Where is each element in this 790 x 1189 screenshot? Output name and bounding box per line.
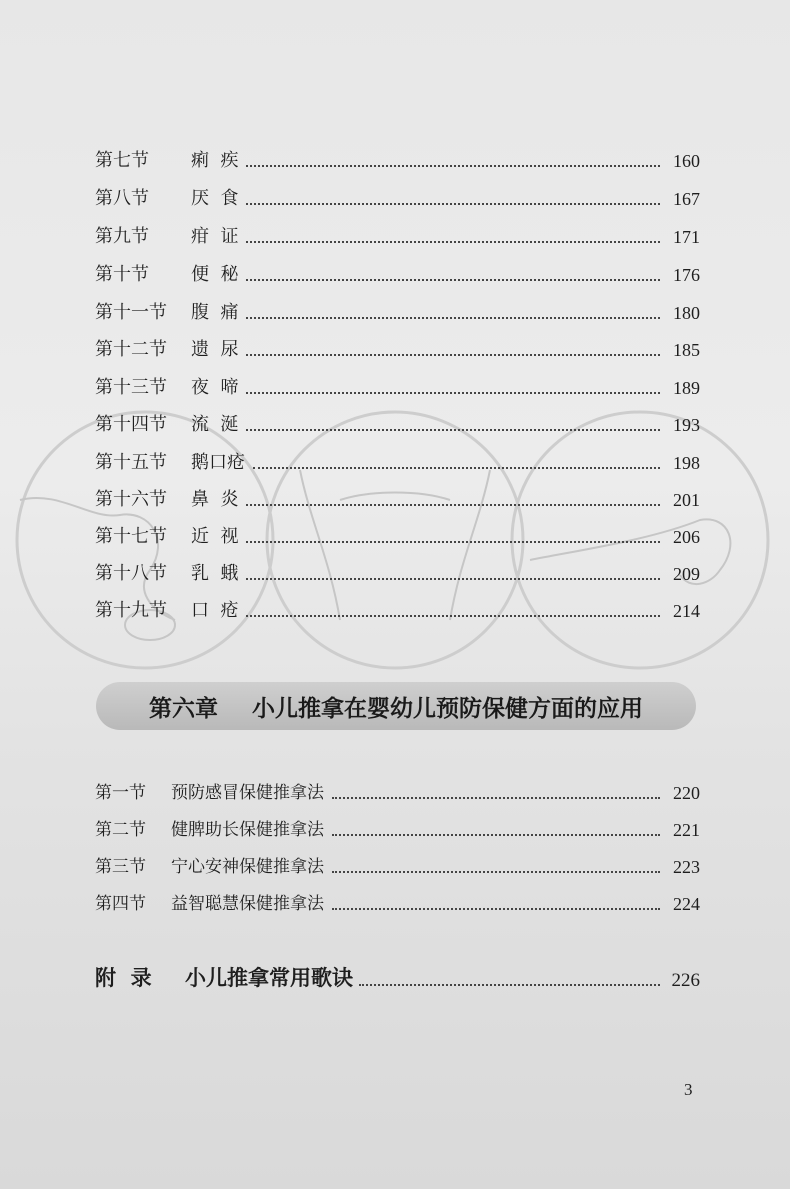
toc-section: 第八节 xyxy=(95,188,149,209)
toc-section: 第十八节 xyxy=(95,563,167,584)
toc-page: 214 xyxy=(673,601,700,621)
dot-leader xyxy=(332,832,660,836)
dot-leader xyxy=(332,906,660,910)
toc-entry[interactable] xyxy=(95,481,700,511)
toc-title: 流 涎 xyxy=(191,414,239,435)
toc-entry[interactable] xyxy=(95,811,700,841)
toc-page: 220 xyxy=(673,783,700,803)
dot-leader xyxy=(246,390,660,394)
toc-entry[interactable] xyxy=(95,774,700,804)
toc-title: 近 视 xyxy=(191,526,239,547)
toc-title: 口 疮 xyxy=(191,600,239,621)
chapter-heading[interactable] xyxy=(96,682,696,730)
dot-leader xyxy=(246,539,660,543)
dot-leader xyxy=(332,795,660,799)
dot-leader xyxy=(332,869,660,873)
toc-entry[interactable] xyxy=(95,256,700,286)
toc-entry[interactable] xyxy=(95,406,700,436)
toc-section: 第十七节 xyxy=(95,526,167,547)
dot-leader xyxy=(253,465,660,469)
toc-section: 第四节 xyxy=(95,894,146,914)
dot-leader xyxy=(246,576,660,580)
toc-entry[interactable] xyxy=(95,555,700,585)
toc-title: 预防感冒保健推拿法 xyxy=(171,783,324,803)
chapter-title: 小儿推拿在婴幼儿预防保健方面的应用 xyxy=(252,695,643,722)
toc-entry[interactable] xyxy=(95,142,700,172)
toc-section: 第二节 xyxy=(95,820,146,840)
toc-page: 206 xyxy=(673,527,700,547)
dot-leader xyxy=(246,613,660,617)
dot-leader xyxy=(246,277,660,281)
appendix-title: 小儿推拿常用歌诀 xyxy=(185,966,353,990)
toc-title: 乳 蛾 xyxy=(191,563,239,584)
toc-section: 第十四节 xyxy=(95,414,167,435)
toc-title: 健脾助长保健推拿法 xyxy=(171,820,324,840)
toc-page: 185 xyxy=(673,340,700,360)
toc-entry[interactable] xyxy=(95,331,700,361)
toc-entry[interactable] xyxy=(95,444,700,474)
toc-title: 便 秘 xyxy=(191,264,239,285)
chapter-number: 第六章 xyxy=(149,695,218,722)
dot-leader xyxy=(246,239,660,243)
toc-page: 224 xyxy=(673,894,700,914)
toc-section: 第十一节 xyxy=(95,302,167,323)
dot-leader xyxy=(246,201,660,205)
dot-leader xyxy=(359,982,660,986)
toc-entry[interactable] xyxy=(95,592,700,622)
toc-section: 第十九节 xyxy=(95,600,167,621)
toc-page: 198 xyxy=(673,453,700,473)
toc-title: 疳 证 xyxy=(191,226,239,247)
toc-page: 201 xyxy=(673,490,700,510)
toc-title: 宁心安神保健推拿法 xyxy=(171,857,324,877)
toc-section: 第一节 xyxy=(95,783,146,803)
toc-section: 第七节 xyxy=(95,150,149,171)
toc-entry[interactable] xyxy=(95,369,700,399)
toc-entry[interactable] xyxy=(95,885,700,915)
toc-page: 209 xyxy=(673,564,700,584)
toc-section: 第十二节 xyxy=(95,339,167,360)
toc-page: 171 xyxy=(673,227,700,247)
toc-page: 189 xyxy=(673,378,700,398)
toc-title: 夜 啼 xyxy=(191,377,239,398)
appendix-label: 附 录 xyxy=(95,966,152,990)
page-number: 3 xyxy=(684,1080,693,1099)
toc-title: 腹 痛 xyxy=(191,302,239,323)
dot-leader xyxy=(246,427,660,431)
toc-appendix[interactable] xyxy=(95,960,700,992)
toc-title: 厌 食 xyxy=(191,188,239,209)
toc-title: 遗 尿 xyxy=(191,339,239,360)
toc-entry[interactable] xyxy=(95,518,700,548)
dot-leader xyxy=(246,352,660,356)
toc-page: 180 xyxy=(673,303,700,323)
dot-leader xyxy=(246,315,660,319)
toc-entry[interactable] xyxy=(95,180,700,210)
toc-title: 痢 疾 xyxy=(191,150,239,171)
toc-entry[interactable] xyxy=(95,218,700,248)
toc-entry[interactable] xyxy=(95,848,700,878)
toc-page: 193 xyxy=(673,415,700,435)
toc-section: 第九节 xyxy=(95,226,149,247)
toc-section: 第十节 xyxy=(95,264,149,285)
toc-section: 第十五节 xyxy=(95,452,167,473)
toc-page: 221 xyxy=(673,820,700,840)
dot-leader xyxy=(246,163,660,167)
appendix-page: 226 xyxy=(671,970,700,991)
toc-section: 第十六节 xyxy=(95,489,167,510)
dot-leader xyxy=(246,502,660,506)
toc-page: 176 xyxy=(673,265,700,285)
toc-section: 第三节 xyxy=(95,857,146,877)
toc-page: 223 xyxy=(673,857,700,877)
toc-title: 益智聪慧保健推拿法 xyxy=(171,894,324,914)
toc-page: 160 xyxy=(673,151,700,171)
toc-entry[interactable] xyxy=(95,294,700,324)
toc-title: 鼻 炎 xyxy=(191,489,239,510)
toc-title: 鹅口疮 xyxy=(191,452,245,473)
toc-section: 第十三节 xyxy=(95,377,167,398)
toc-page: 167 xyxy=(673,189,700,209)
